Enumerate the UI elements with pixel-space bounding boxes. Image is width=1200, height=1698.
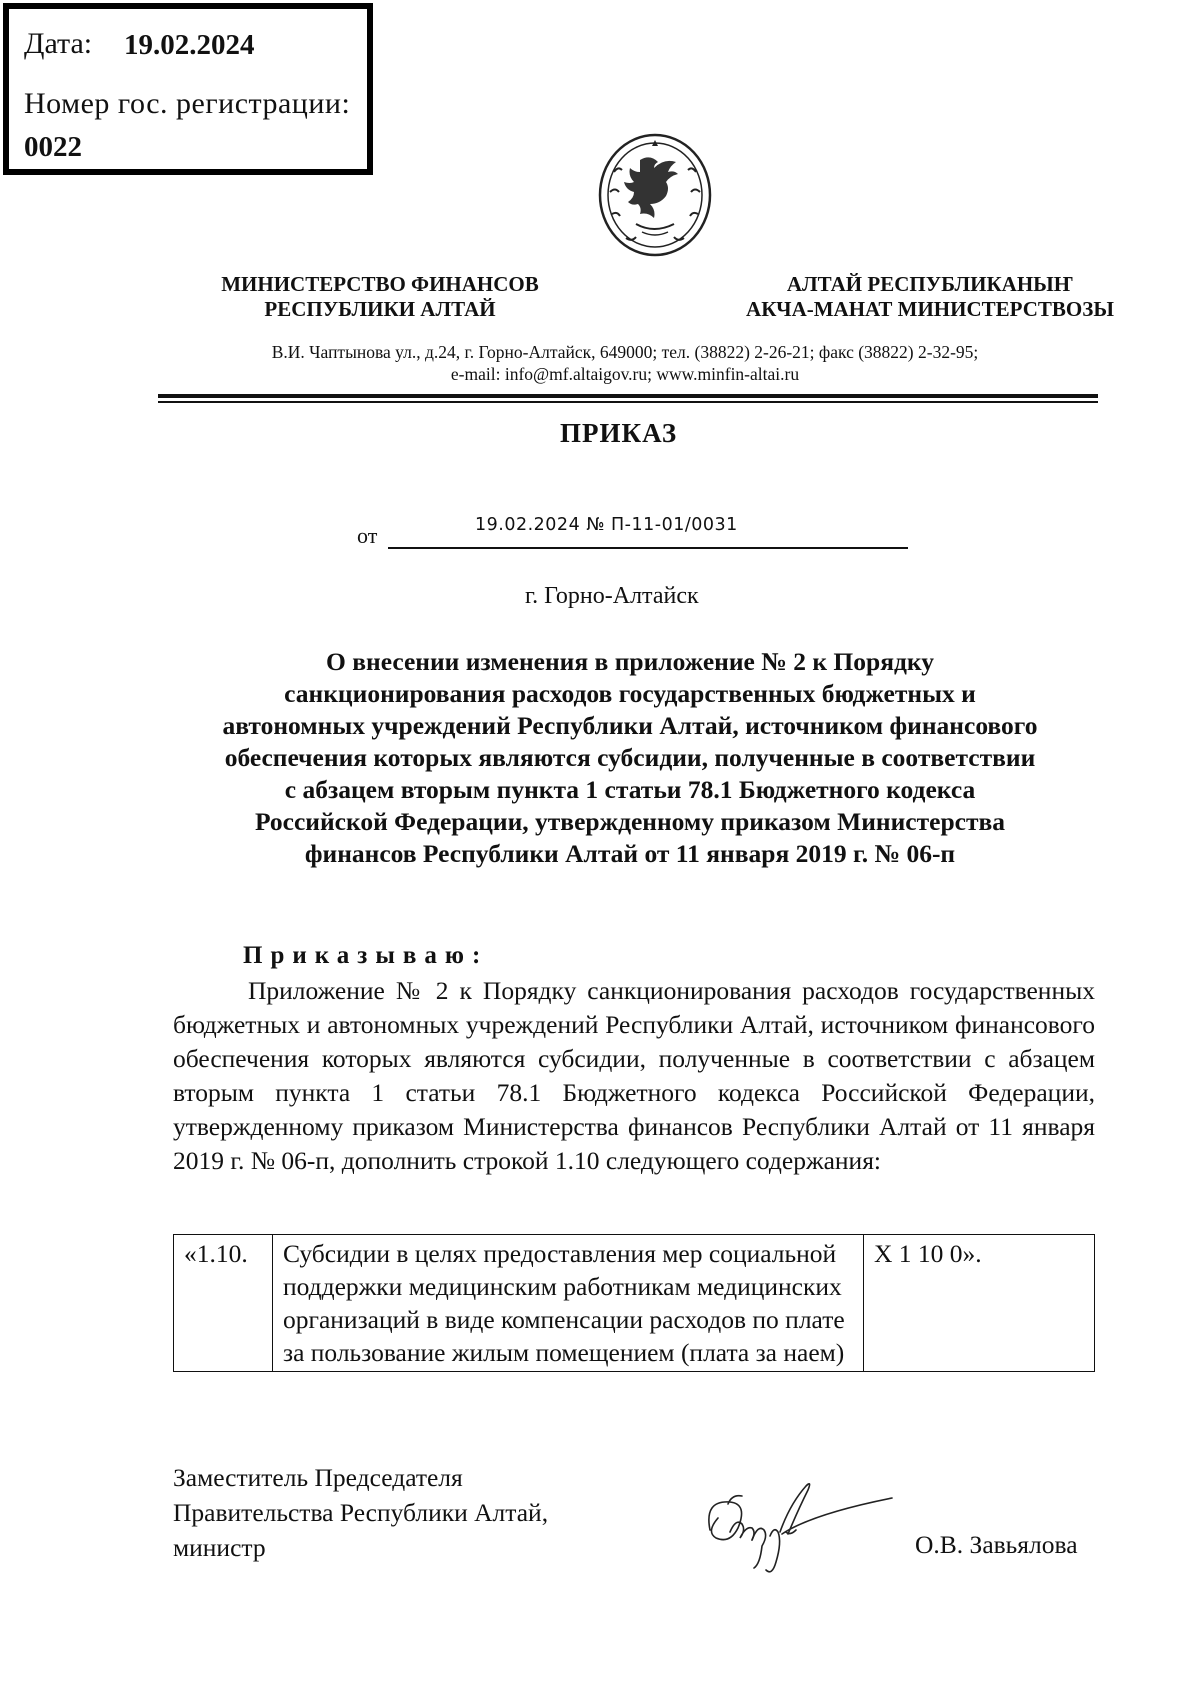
table-cell-number: «1.10. [174, 1235, 273, 1372]
title-line: автономных учреждений Республики Алтай, источником финансового [222, 711, 1038, 740]
header-divider-thin [158, 401, 1098, 403]
position-line3: министр [173, 1533, 266, 1562]
registration-date-label: Дата: [24, 27, 93, 60]
order-body-paragraph: Приложение № 2 к Порядку санкционирования расходов государственных бюджетных и автономных учреждений Республики Алтай, источником финансового обеспечения которых являются субсидии, полученные в соответствии с абзацем вторым пункта 1 статьи 78.1 Бюджетного кодекса Российской Федерации, утвержденному приказом Министерства финансов Республики Алтай от 11 января 2019 г. № 06-п, дополнить строкой 1.10 следующего содержания: [173, 976, 1095, 1175]
table-row [174, 1235, 1095, 1372]
title-line: финансов Республики Алтай от 11 января 2019 г. № 06-п [304, 839, 956, 868]
city-line: г. Горно-Алтайск [525, 583, 699, 609]
org-alt-line1: АЛТАЙ РЕСПУБЛИКАНЫҤ [786, 272, 1074, 296]
document-type-heading: ПРИКАЗ [560, 418, 678, 448]
header-divider-thick [158, 394, 1098, 398]
amendment-table [173, 1234, 1095, 1372]
table-cell-text: Субсидии в целях предоставления мер социальной поддержки медицинским работникам медицинских организаций в виде компенсации расходов по плате за пользование жилым помещением (плата за наем) [273, 1235, 864, 1372]
address-line2: e-mail: info@mf.altaigov.ru; www.minfin-altai.ru [450, 364, 800, 384]
handwritten-signature [690, 1470, 910, 1590]
registration-number-value: 0022 [24, 131, 82, 163]
title-line: Российской Федерации, утвержденному приказом Министерства [254, 807, 1006, 836]
position-line1: Заместитель Председателя [173, 1463, 463, 1492]
signatory-name: О.В. Завьялова [915, 1530, 1078, 1559]
title-line: санкционирования расходов государственных бюджетных и [284, 679, 976, 708]
organization-name-altai [720, 272, 1140, 322]
document-title [160, 646, 1100, 870]
org-ru-line1: МИНИСТЕРСТВО ФИНАНСОВ [221, 272, 539, 296]
address-line1: В.И. Чаптынова ул., д.24, г. Горно-Алтайск, 649000; тел. (38822) 2-26-21; факс (38822) 2-32-95; [271, 342, 979, 362]
signatory-position [173, 1460, 548, 1565]
position-line2: Правительства Республики Алтай, [173, 1498, 549, 1527]
registration-number-label: Номер гос. регистрации: [24, 87, 351, 120]
registration-stamp [3, 3, 373, 175]
organization-name-russian [200, 272, 560, 322]
title-line: обеспечения которых являются субсидии, полученные в соответствии [224, 743, 1036, 772]
coat-of-arms-emblem [596, 132, 714, 258]
org-alt-line2: АКЧА-МАНАТ МИНИСТЕРСТВОЗЫ [746, 297, 1114, 321]
order-heading: Приказываю: [243, 942, 489, 969]
date-prefix-label: от [357, 523, 378, 548]
document-number: 19.02.2024 № П-11-01/0031 [475, 515, 738, 535]
table-cell-code: Х 1 10 0». [864, 1235, 1095, 1372]
title-line: О внесении изменения в приложение № 2 к Порядку [326, 647, 934, 676]
org-ru-line2: РЕСПУБЛИКИ АЛТАЙ [264, 297, 496, 321]
address-block [150, 341, 1100, 385]
date-underline [388, 547, 908, 549]
registration-date-value: 19.02.2024 [124, 29, 255, 61]
title-line: с абзацем вторым пункта 1 статьи 78.1 Бюджетного кодекса [284, 775, 976, 804]
